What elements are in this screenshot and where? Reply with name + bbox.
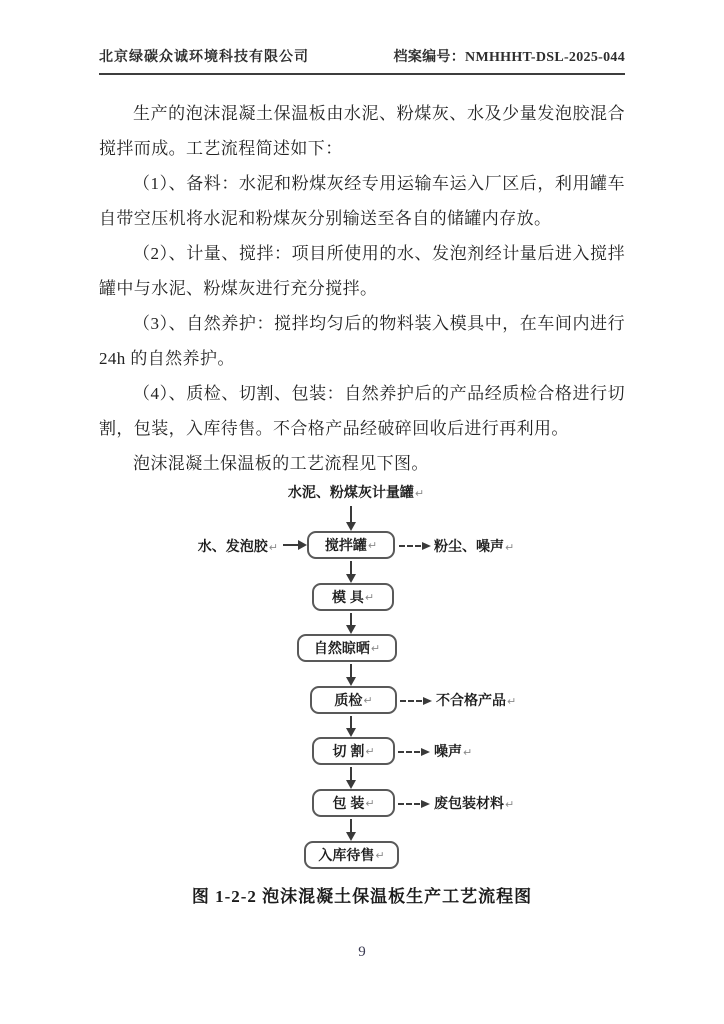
flowchart-box-mold [312, 583, 394, 611]
emission-label-noise [434, 742, 472, 762]
return-mark-icon: ↵ [370, 642, 381, 655]
box-label: 切 割 [332, 743, 365, 759]
flowchart-box-packaging [312, 789, 395, 817]
return-mark-icon: ↵ [367, 539, 378, 552]
return-mark-icon: ↵ [505, 799, 515, 811]
emission-text: 不合格产品 [436, 692, 506, 708]
dashed-arrow-right-icon [398, 803, 420, 805]
flowchart-box-cutting [312, 737, 395, 765]
return-mark-icon: ↵ [365, 797, 375, 810]
return-mark-icon: ↵ [507, 696, 517, 708]
figure-caption: 图 1-2-2 泡沫混凝土保温板生产工艺流程图 [191, 887, 533, 906]
box-label: 包 装 [332, 795, 365, 811]
source-label-text: 水泥、粉煤灰计量罐 [287, 484, 414, 500]
paragraph-step-2: （2）、计量、搅拌：项目所使用的水、发泡剂经计量后进入搅拌罐中与水泥、粉煤灰进行充分搅拌。 [99, 244, 625, 298]
dashed-arrow-right-icon [399, 545, 421, 547]
return-mark-icon: ↵ [365, 745, 375, 758]
emission-label-waste-packaging [434, 794, 514, 814]
flowchart-box-warehouse [304, 841, 399, 869]
emission-text: 噪声 [434, 743, 462, 759]
arrow-down-icon [350, 664, 352, 677]
return-mark-icon: ↵ [268, 542, 278, 554]
emission-label-dust-noise [434, 537, 514, 557]
flowchart-box-quality-check [310, 686, 397, 714]
flowchart-box-natural-drying [297, 634, 397, 662]
paragraph-intro: 生产的泡沫混凝土保温板由水泥、粉煤灰、水及少量发泡胶混合搅拌而成。工艺流程简述如下： [99, 104, 625, 158]
box-label: 质检 [334, 692, 363, 708]
dashed-arrow-right-icon [400, 700, 422, 702]
arrow-down-icon [350, 767, 352, 780]
flowchart-box-mixing-tank [307, 531, 395, 559]
arrow-right-icon [283, 544, 298, 546]
archive-number: 档案编号：NMHHHT-DSL-2025-044 [393, 50, 625, 65]
paragraph-step-4: （4）、质检、切割、包装：自然养护后的产品经质检合格进行切割，包装，入库待售。不合格产品经破碎回收后进行再利用。 [99, 384, 625, 438]
paragraph-flow-intro: 泡沫混凝土保温板的工艺流程见下图。 [133, 454, 429, 473]
flowchart-source-label [281, 483, 431, 503]
paragraph-step-3: （3）、自然养护：搅拌均匀后的物料装入模具中，在车间内进行 24h 的自然养护。 [99, 314, 625, 368]
input-label-text: 水、发泡胶 [197, 538, 268, 554]
paragraph-step-1: （1）、备料：水泥和粉煤灰经专用运输车运入厂区后，利用罐车自带空压机将水泥和粉煤灰分别输送至各自的储罐内存放。 [99, 174, 625, 228]
return-mark-icon: ↵ [414, 488, 425, 500]
box-label: 模 具 [331, 589, 364, 605]
box-label: 搅拌罐 [324, 537, 367, 553]
box-label: 入库待售 [318, 847, 375, 863]
return-mark-icon: ↵ [363, 694, 373, 707]
return-mark-icon: ↵ [505, 542, 515, 554]
emission-label-rejects [436, 691, 516, 711]
company-name: 北京绿碳众诚环境科技有限公司 [99, 50, 309, 65]
emission-text: 粉尘、噪声 [434, 538, 504, 554]
page-number: 9 [358, 944, 366, 960]
return-mark-icon: ↵ [375, 849, 385, 862]
arrow-down-icon [350, 819, 352, 832]
arrow-down-icon [350, 561, 352, 574]
return-mark-icon: ↵ [463, 747, 473, 759]
arrow-down-icon [350, 506, 352, 522]
dashed-arrow-right-icon [398, 751, 420, 753]
emission-text: 废包装材料 [434, 795, 504, 811]
arrow-down-icon [350, 613, 352, 625]
arrow-down-icon [350, 716, 352, 728]
flowchart-input-label [160, 537, 278, 557]
return-mark-icon: ↵ [364, 591, 375, 604]
box-label: 自然晾晒 [313, 640, 370, 656]
